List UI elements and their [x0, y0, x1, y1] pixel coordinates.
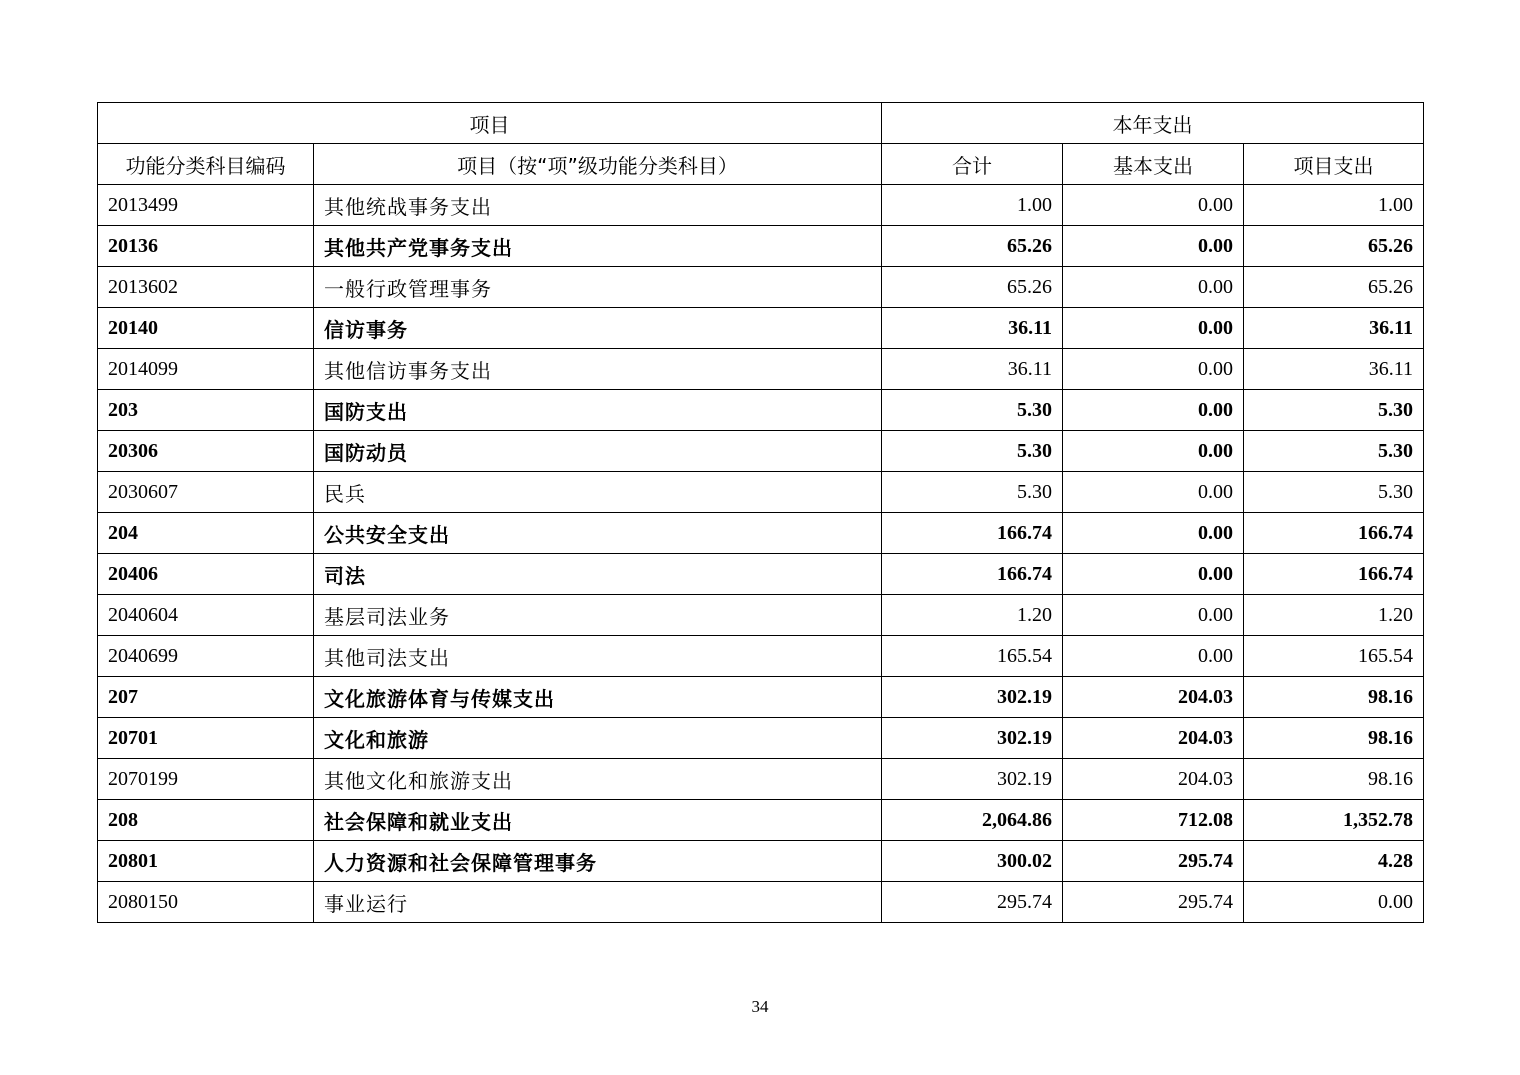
cell-basic: 0.00 — [1063, 185, 1244, 226]
cell-total: 1.00 — [882, 185, 1063, 226]
table-row — [98, 185, 1424, 226]
expenditure-table-container — [97, 102, 1423, 923]
header-name: 项目（按“项”级功能分类科目） — [314, 144, 882, 185]
cell-total: 166.74 — [882, 513, 1063, 554]
cell-project: 166.74 — [1244, 513, 1424, 554]
cell-name: 民兵 — [314, 472, 882, 513]
cell-project: 5.30 — [1244, 390, 1424, 431]
table-row — [98, 513, 1424, 554]
cell-total: 295.74 — [882, 882, 1063, 923]
table-row — [98, 595, 1424, 636]
cell-project: 166.74 — [1244, 554, 1424, 595]
cell-project: 98.16 — [1244, 677, 1424, 718]
cell-project: 1.00 — [1244, 185, 1424, 226]
cell-total: 36.11 — [882, 308, 1063, 349]
cell-name: 公共安全支出 — [314, 513, 882, 554]
cell-project: 98.16 — [1244, 759, 1424, 800]
cell-basic: 204.03 — [1063, 718, 1244, 759]
cell-code: 2070199 — [98, 759, 314, 800]
table-row — [98, 308, 1424, 349]
cell-name: 其他文化和旅游支出 — [314, 759, 882, 800]
cell-project: 36.11 — [1244, 308, 1424, 349]
cell-total: 65.26 — [882, 226, 1063, 267]
cell-name: 文化旅游体育与传媒支出 — [314, 677, 882, 718]
cell-total: 302.19 — [882, 677, 1063, 718]
cell-total: 5.30 — [882, 472, 1063, 513]
cell-project: 36.11 — [1244, 349, 1424, 390]
cell-total: 166.74 — [882, 554, 1063, 595]
cell-total: 36.11 — [882, 349, 1063, 390]
cell-basic: 0.00 — [1063, 267, 1244, 308]
cell-code: 20140 — [98, 308, 314, 349]
table-row — [98, 841, 1424, 882]
cell-project: 65.26 — [1244, 267, 1424, 308]
cell-name: 一般行政管理事务 — [314, 267, 882, 308]
cell-total: 302.19 — [882, 718, 1063, 759]
cell-code: 2013499 — [98, 185, 314, 226]
header-basic: 基本支出 — [1063, 144, 1244, 185]
cell-basic: 0.00 — [1063, 390, 1244, 431]
table-row — [98, 882, 1424, 923]
cell-total: 300.02 — [882, 841, 1063, 882]
cell-project: 165.54 — [1244, 636, 1424, 677]
table-row — [98, 431, 1424, 472]
cell-basic: 0.00 — [1063, 308, 1244, 349]
table-row — [98, 349, 1424, 390]
cell-basic: 204.03 — [1063, 759, 1244, 800]
cell-name: 基层司法业务 — [314, 595, 882, 636]
header-total: 合计 — [882, 144, 1063, 185]
cell-basic: 0.00 — [1063, 595, 1244, 636]
cell-code: 2080150 — [98, 882, 314, 923]
table-row — [98, 800, 1424, 841]
cell-basic: 0.00 — [1063, 513, 1244, 554]
table-row — [98, 759, 1424, 800]
cell-total: 2,064.86 — [882, 800, 1063, 841]
cell-name: 社会保障和就业支出 — [314, 800, 882, 841]
cell-project: 1.20 — [1244, 595, 1424, 636]
table-row — [98, 718, 1424, 759]
cell-total: 302.19 — [882, 759, 1063, 800]
cell-project: 98.16 — [1244, 718, 1424, 759]
table-row — [98, 472, 1424, 513]
cell-name: 其他信访事务支出 — [314, 349, 882, 390]
cell-code: 2030607 — [98, 472, 314, 513]
cell-name: 其他统战事务支出 — [314, 185, 882, 226]
cell-name: 其他共产党事务支出 — [314, 226, 882, 267]
page-number: 34 — [751, 997, 769, 1016]
cell-name: 其他司法支出 — [314, 636, 882, 677]
table-row — [98, 390, 1424, 431]
header-row-groups — [98, 103, 1424, 144]
cell-name: 信访事务 — [314, 308, 882, 349]
cell-basic: 712.08 — [1063, 800, 1244, 841]
table-row — [98, 554, 1424, 595]
cell-basic: 295.74 — [1063, 882, 1244, 923]
cell-code: 2014099 — [98, 349, 314, 390]
cell-total: 5.30 — [882, 431, 1063, 472]
cell-name: 国防动员 — [314, 431, 882, 472]
cell-total: 1.20 — [882, 595, 1063, 636]
table-row — [98, 226, 1424, 267]
cell-code: 20801 — [98, 841, 314, 882]
cell-name: 事业运行 — [314, 882, 882, 923]
cell-code: 20701 — [98, 718, 314, 759]
cell-total: 65.26 — [882, 267, 1063, 308]
cell-code: 204 — [98, 513, 314, 554]
cell-code: 207 — [98, 677, 314, 718]
cell-code: 2013602 — [98, 267, 314, 308]
header-item-group: 项目 — [98, 103, 882, 144]
cell-name: 文化和旅游 — [314, 718, 882, 759]
cell-code: 2040604 — [98, 595, 314, 636]
cell-code: 20306 — [98, 431, 314, 472]
cell-basic: 0.00 — [1063, 431, 1244, 472]
cell-basic: 204.03 — [1063, 677, 1244, 718]
header-project: 项目支出 — [1244, 144, 1424, 185]
cell-code: 203 — [98, 390, 314, 431]
header-code: 功能分类科目编码 — [98, 144, 314, 185]
cell-basic: 0.00 — [1063, 472, 1244, 513]
cell-project: 65.26 — [1244, 226, 1424, 267]
cell-total: 165.54 — [882, 636, 1063, 677]
cell-basic: 0.00 — [1063, 349, 1244, 390]
cell-code: 2040699 — [98, 636, 314, 677]
expenditure-table — [97, 102, 1424, 923]
cell-name: 国防支出 — [314, 390, 882, 431]
cell-basic: 0.00 — [1063, 226, 1244, 267]
cell-project: 0.00 — [1244, 882, 1424, 923]
table-body — [98, 185, 1424, 923]
cell-code: 20136 — [98, 226, 314, 267]
header-row-columns — [98, 144, 1424, 185]
table-row — [98, 677, 1424, 718]
cell-basic: 0.00 — [1063, 554, 1244, 595]
table-row — [98, 267, 1424, 308]
cell-code: 20406 — [98, 554, 314, 595]
header-expense-group: 本年支出 — [882, 103, 1424, 144]
cell-name: 司法 — [314, 554, 882, 595]
cell-project: 4.28 — [1244, 841, 1424, 882]
cell-code: 208 — [98, 800, 314, 841]
cell-basic: 0.00 — [1063, 636, 1244, 677]
cell-project: 5.30 — [1244, 431, 1424, 472]
cell-basic: 295.74 — [1063, 841, 1244, 882]
cell-project: 1,352.78 — [1244, 800, 1424, 841]
table-row — [98, 636, 1424, 677]
cell-name: 人力资源和社会保障管理事务 — [314, 841, 882, 882]
cell-total: 5.30 — [882, 390, 1063, 431]
cell-project: 5.30 — [1244, 472, 1424, 513]
